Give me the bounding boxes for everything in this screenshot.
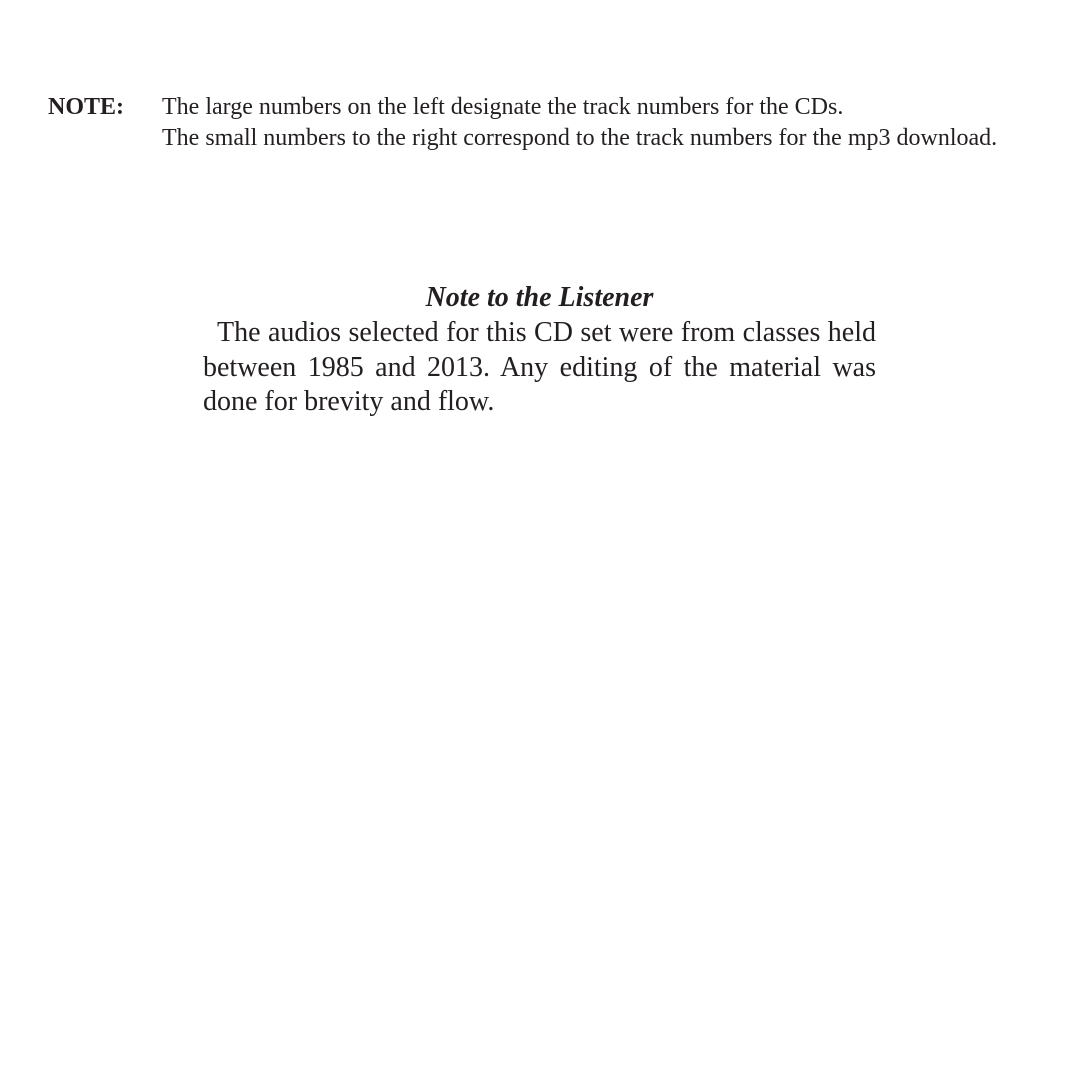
listener-note-body: The audios selected for this CD set were from classes held between 1985 and 2013. Any editing of the material was done for brevity and flow.	[203, 317, 876, 417]
listener-note-title: Note to the Listener	[425, 282, 654, 313]
note-label: NOTE:	[48, 94, 125, 120]
note-line-mp3-tracks: The small numbers to the right correspond to the track numbers for the mp3 download.	[162, 125, 998, 151]
listener-note	[203, 280, 876, 420]
note-line-cd-tracks: The large numbers on the left designate the track numbers for the CDs.	[162, 94, 844, 120]
note-text	[162, 92, 1052, 154]
